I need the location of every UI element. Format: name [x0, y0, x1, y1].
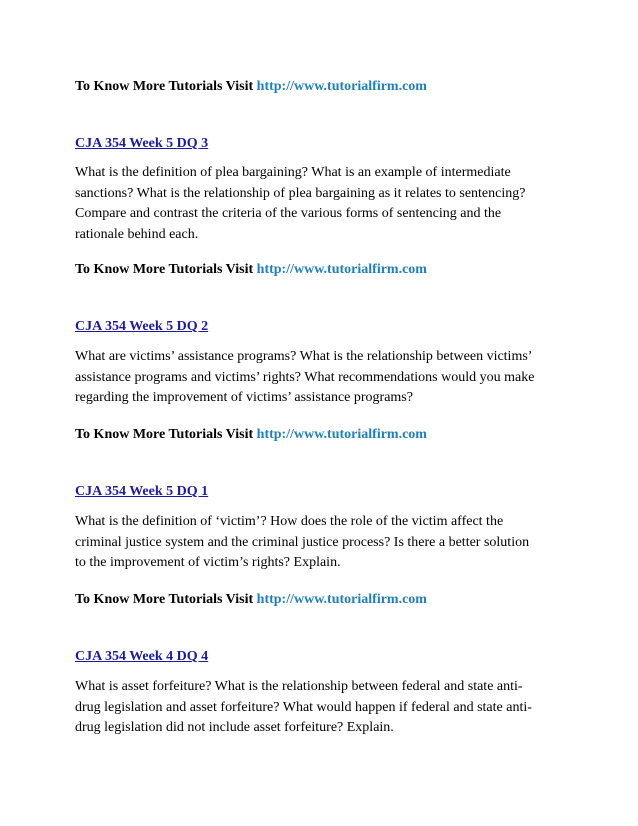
promo-url-link[interactable]: http://www.tutorialfirm.com [256, 79, 427, 94]
section-heading-week5-dq3[interactable]: CJA 354 Week 5 DQ 3 [75, 136, 209, 151]
promo-line [75, 78, 427, 96]
promo-line [75, 426, 427, 444]
promo-prefix: To Know More Tutorials Visit [75, 592, 257, 607]
promo-line [75, 591, 427, 609]
question-line: What are victims’ assistance programs? What is the relationship between victims’ [75, 349, 533, 364]
promo-prefix: To Know More Tutorials Visit [75, 79, 257, 94]
question-text-week5-dq2 [75, 347, 565, 409]
promo-url-link[interactable]: http://www.tutorialfirm.com [256, 262, 427, 277]
promo-prefix: To Know More Tutorials Visit [75, 262, 257, 277]
section-heading-week5-dq1[interactable]: CJA 354 Week 5 DQ 1 [75, 484, 209, 499]
question-line: What is the definition of ‘victim’? How does the role of the victim affect the [75, 514, 504, 529]
question-line: Compare and contrast the criteria of the various forms of sentencing and the [75, 206, 502, 221]
question-line: What is asset forfeiture? What is the relationship between federal and state anti- [75, 679, 523, 694]
question-line: to the improvement of victim’s rights? Explain. [75, 555, 341, 570]
promo-url-link[interactable]: http://www.tutorialfirm.com [256, 427, 427, 442]
question-line: rationale behind each. [75, 226, 199, 242]
question-line: drug legislation and asset forfeiture? What would happen if federal and state anti- [75, 699, 532, 715]
question-line: criminal justice system and the criminal justice process? Is there a better solution [75, 534, 530, 550]
question-line: regarding the improvement of victims’ assistance programs? [75, 390, 413, 405]
question-line: What is the definition of plea bargaining? What is an example of intermediate [75, 165, 511, 180]
section-heading-week5-dq2[interactable]: CJA 354 Week 5 DQ 2 [75, 319, 209, 334]
question-text-week4-dq4 [75, 677, 565, 739]
promo-line [75, 261, 427, 279]
section-heading-week4-dq4[interactable]: CJA 354 Week 4 DQ 4 [75, 649, 209, 664]
question-text-week5-dq1 [75, 512, 565, 574]
question-line: drug legislation did not include asset forfeiture? Explain. [75, 720, 394, 735]
question-line: assistance programs and victims’ rights? What recommendations would you make [75, 369, 535, 385]
promo-prefix: To Know More Tutorials Visit [75, 427, 257, 442]
promo-url-link[interactable]: http://www.tutorialfirm.com [256, 592, 427, 607]
question-line: sanctions? What is the relationship of plea bargaining as it relates to sentencing? [75, 185, 526, 201]
question-text-week5-dq3 [75, 163, 565, 245]
